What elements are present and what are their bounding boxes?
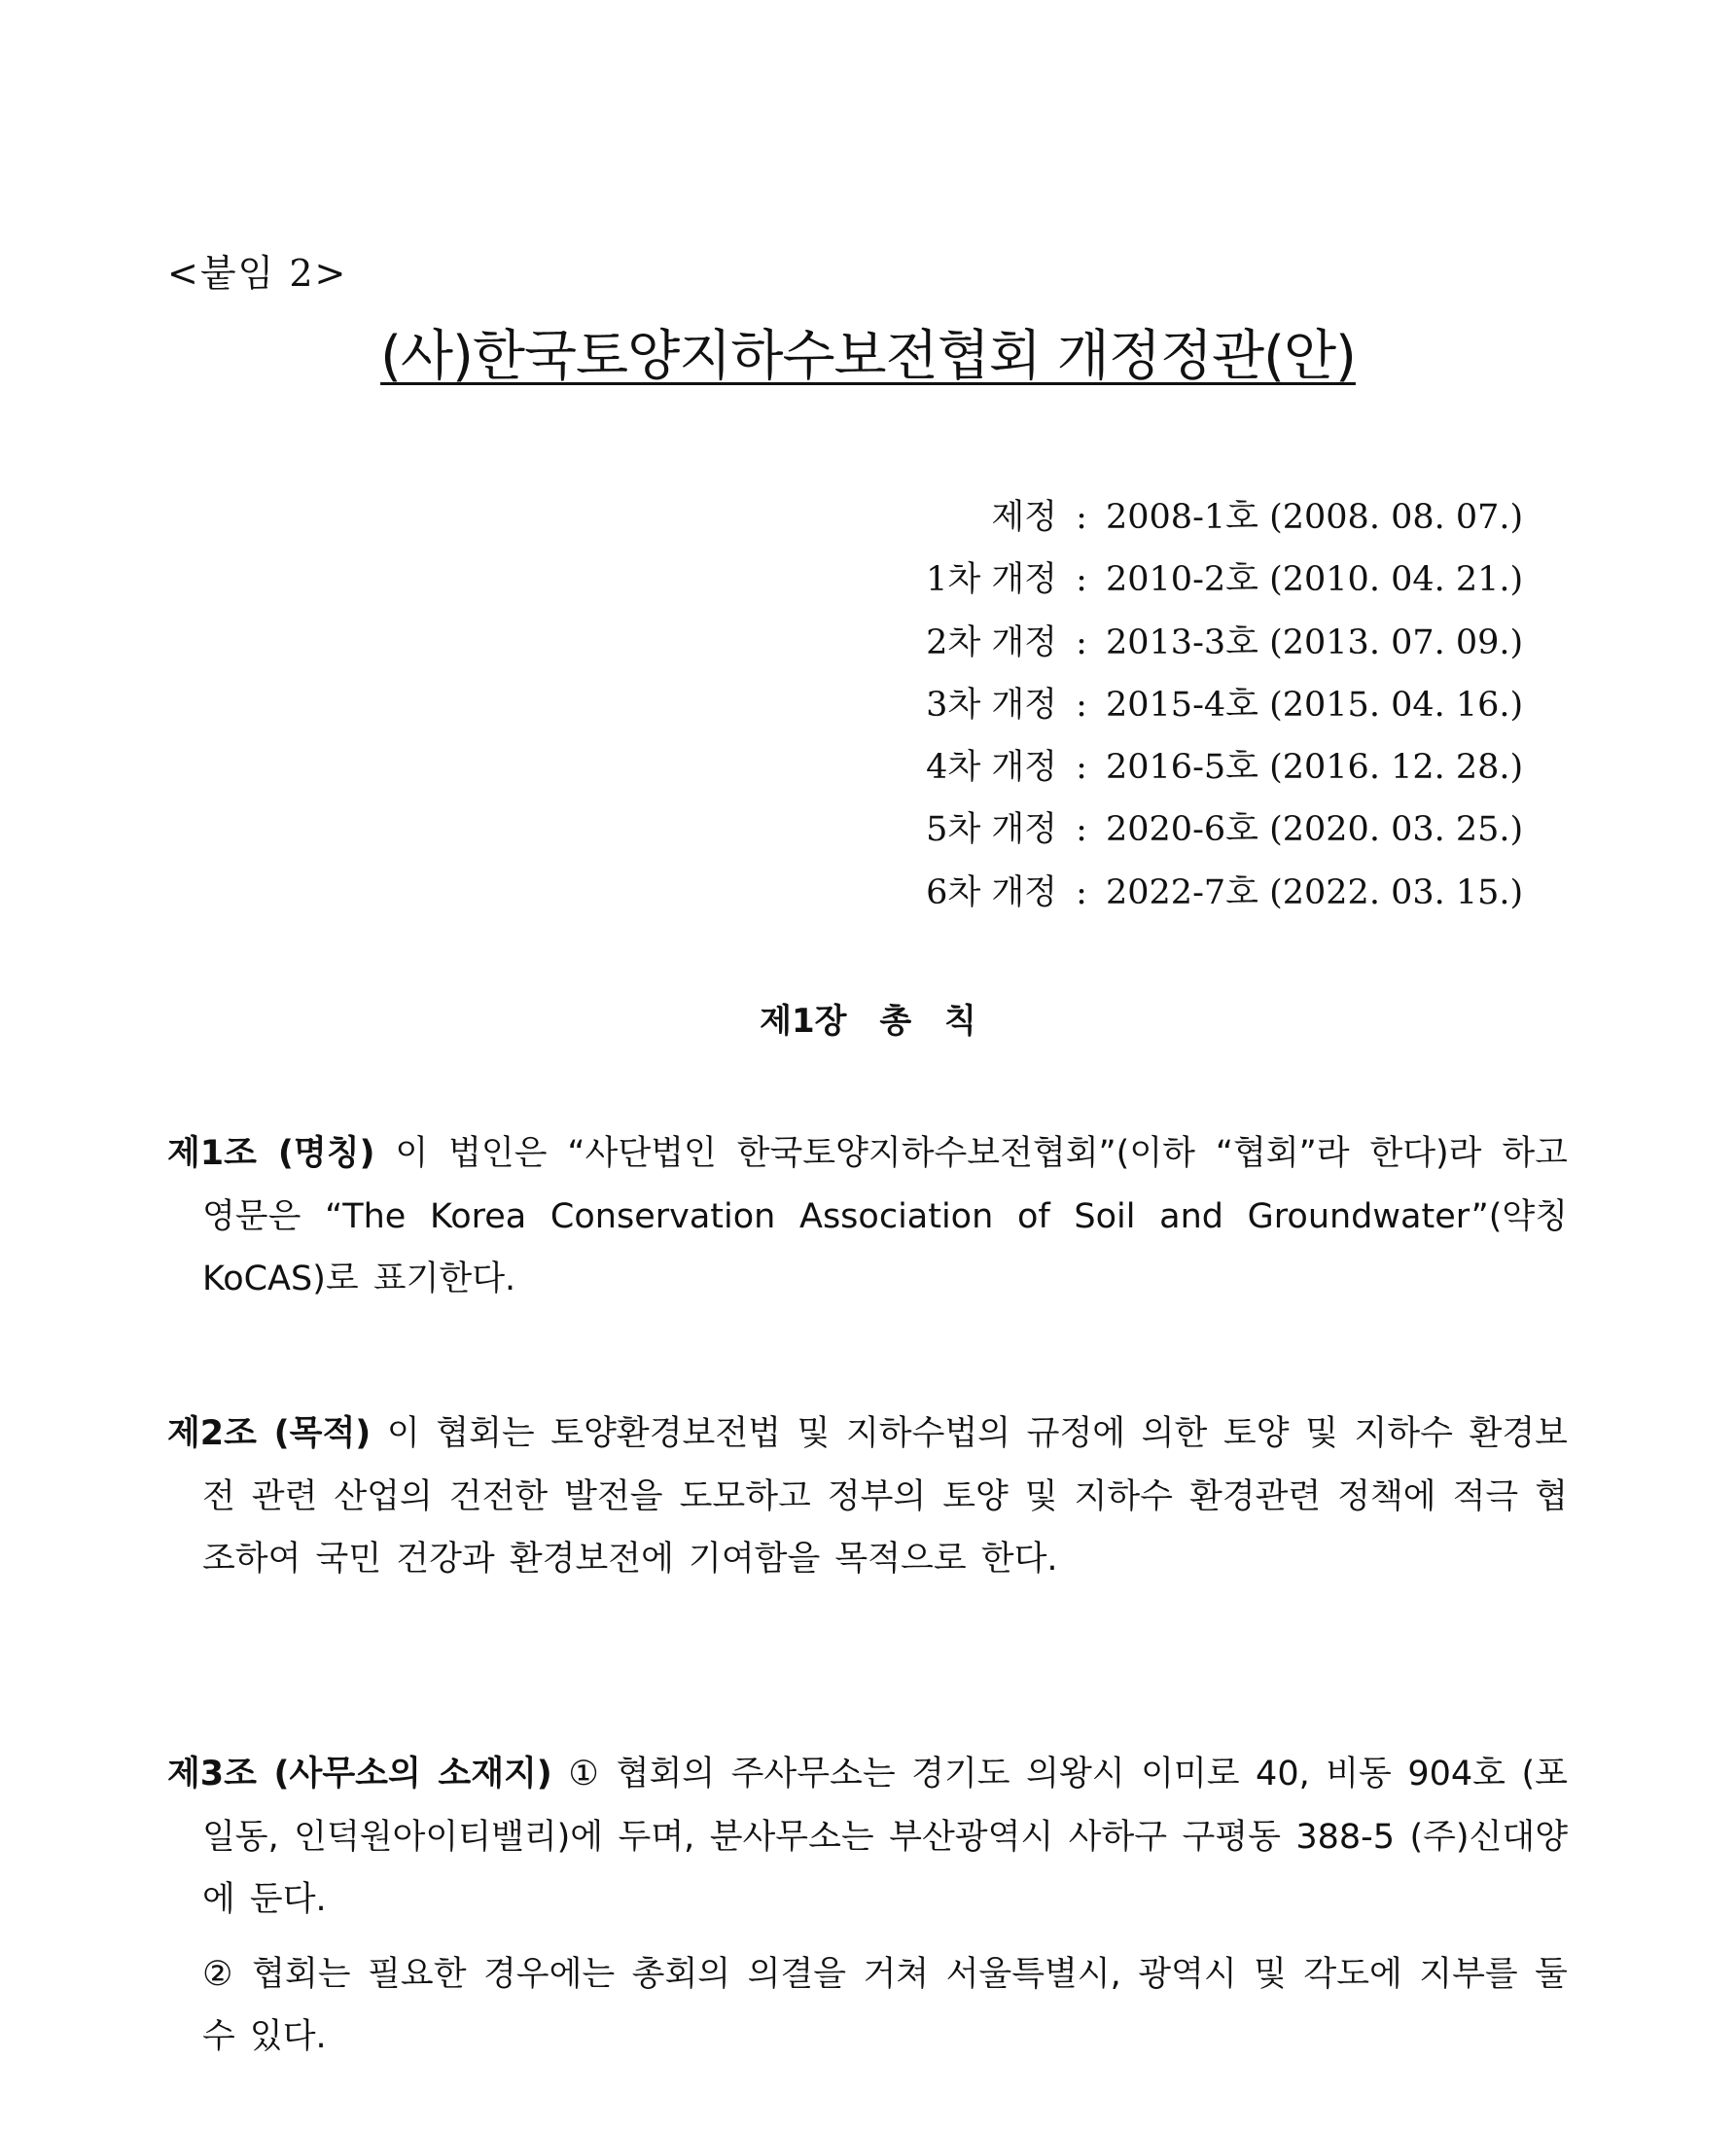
article-heading: 제2조 (목적) bbox=[167, 1414, 372, 1453]
article-1 bbox=[167, 1122, 1568, 1311]
revision-value: 2008-1호 (2008. 08. 07.) bbox=[1106, 498, 1524, 537]
article-body: 이 법인은 “사단법인 한국토양지하수보전협회”(이하 “협회”라 한다)라 하고 영문은 “The Korea Conservation Association of Soil and Groundwater”(약칭 KoCAS)로 표기한다. bbox=[202, 1134, 1568, 1298]
revision-label: 제정 bbox=[991, 498, 1057, 537]
revision-history bbox=[926, 486, 1573, 924]
document-title bbox=[0, 327, 1736, 387]
revision-value: 2015-4호 (2015. 04. 16.) bbox=[1106, 685, 1524, 725]
revision-separator: : bbox=[1076, 748, 1087, 788]
revision-value: 2016-5호 (2016. 12. 28.) bbox=[1106, 748, 1524, 788]
revision-label: 6차 개정 bbox=[926, 872, 1057, 912]
revision-label: 2차 개정 bbox=[926, 622, 1057, 662]
article-clause: ② 협회는 필요한 경우에는 총회의 의결을 거쳐 서울특별시, 광역시 및 각도에 지부를 둘 수 있다. bbox=[202, 1954, 1568, 2056]
revision-label: 5차 개정 bbox=[926, 810, 1057, 850]
revision-separator: : bbox=[1076, 560, 1087, 600]
document-title-text: (사)한국토양지하수보전협회 개정정관(안) bbox=[380, 325, 1356, 388]
revision-entry bbox=[926, 549, 1573, 611]
revision-entry bbox=[926, 862, 1573, 924]
revision-entry bbox=[926, 799, 1573, 861]
chapter-heading: 제1장 총 칙 bbox=[760, 1002, 976, 1041]
revision-entry bbox=[926, 674, 1573, 736]
revision-separator: : bbox=[1076, 810, 1087, 850]
revision-entry bbox=[926, 612, 1573, 674]
revision-value: 2020-6호 (2020. 03. 25.) bbox=[1106, 810, 1524, 850]
revision-entry bbox=[926, 736, 1573, 799]
article-body: 이 협회는 토양환경보전법 및 지하수법의 규정에 의한 토양 및 지하수 환경보전 관련 산업의 건전한 발전을 도모하고 정부의 토양 및 지하수 환경관련 정책에 적극 협조하여 국민 건강과 환경보전에 기여함을 목적으로 한다. bbox=[202, 1414, 1568, 1579]
article-2 bbox=[167, 1403, 1568, 1591]
article-heading: 제3조 (사무소의 소재지) bbox=[167, 1755, 552, 1794]
attachment-label: <붙임 2> bbox=[167, 252, 348, 295]
revision-label: 4차 개정 bbox=[926, 748, 1057, 788]
revision-value: 2022-7호 (2022. 03. 15.) bbox=[1106, 872, 1524, 912]
article-paragraph bbox=[167, 1403, 1568, 1591]
revision-separator: : bbox=[1076, 498, 1087, 537]
article-3 bbox=[167, 1743, 1568, 2069]
revision-value: 2013-3호 (2013. 07. 09.) bbox=[1106, 622, 1524, 662]
article-paragraph bbox=[167, 1122, 1568, 1311]
article-body: ① 협회의 주사무소는 경기도 의왕시 이미로 40, 비동 904호 (포일동, 인덕원아이티밸리)에 두며, 분사무소는 부산광역시 사하구 구평동 388-5 (주)신대양에 둔다. bbox=[202, 1755, 1568, 1919]
revision-separator: : bbox=[1076, 685, 1087, 725]
revision-separator: : bbox=[1076, 872, 1087, 912]
revision-label: 1차 개정 bbox=[926, 560, 1057, 600]
revision-entry bbox=[926, 486, 1573, 549]
article-paragraph bbox=[167, 1743, 1568, 1932]
article-heading: 제1조 (명칭) bbox=[167, 1134, 375, 1173]
revision-value: 2010-2호 (2010. 04. 21.) bbox=[1106, 560, 1524, 600]
revision-separator: : bbox=[1076, 622, 1087, 662]
revision-label: 3차 개정 bbox=[926, 685, 1057, 725]
